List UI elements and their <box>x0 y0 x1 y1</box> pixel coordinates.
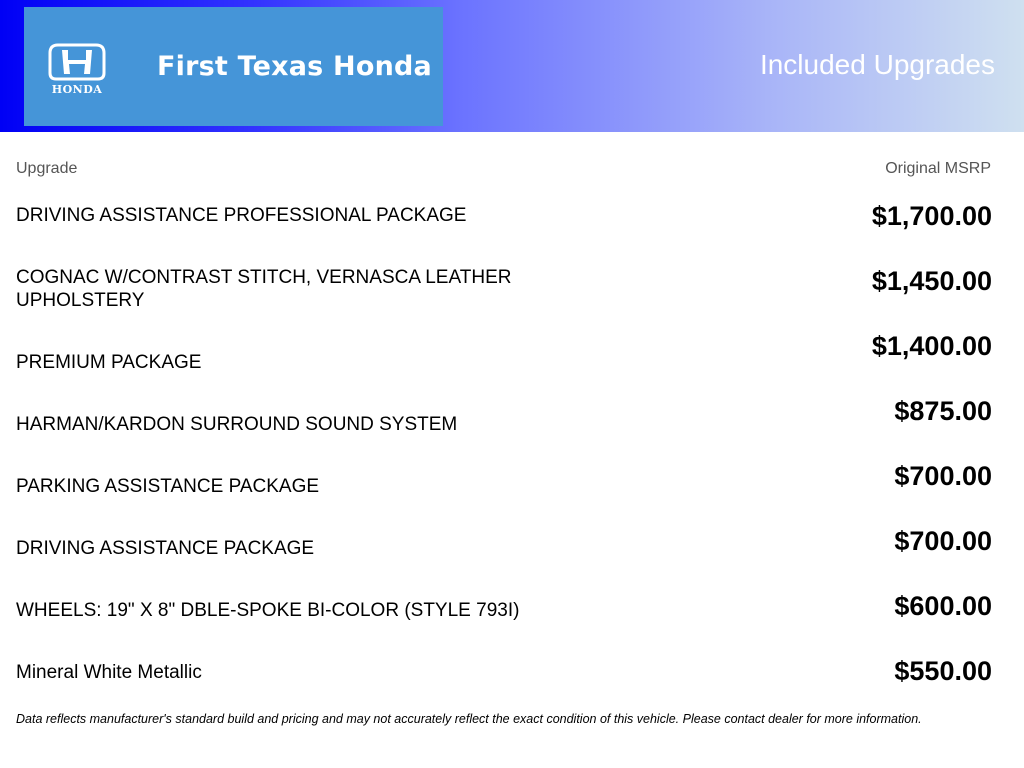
upgrade-name: HARMAN/KARDON SURROUND SOUND SYSTEM <box>16 414 458 435</box>
upgrade-name: COGNAC W/CONTRAST STITCH, VERNASCA LEATHER UPHOLSTERY <box>16 267 512 311</box>
dealer-logo[interactable] <box>24 7 443 126</box>
upgrade-name: PARKING ASSISTANCE PACKAGE <box>16 476 320 497</box>
msrp-column-header: Original MSRP <box>885 160 991 177</box>
page-title: Included Upgrades <box>759 49 995 80</box>
upgrade-price: $700.00 <box>894 526 992 556</box>
upgrade-price: $875.00 <box>894 396 992 426</box>
upgrade-name: PREMIUM PACKAGE <box>16 352 202 373</box>
upgrade-price: $550.00 <box>894 656 992 686</box>
upgrade-name: DRIVING ASSISTANCE PACKAGE <box>16 538 315 559</box>
upgrade-price: $600.00 <box>894 591 992 621</box>
list-item <box>16 525 992 590</box>
upgrade-price: $700.00 <box>894 461 992 491</box>
list-item <box>16 655 992 720</box>
list-item <box>16 200 992 265</box>
list-item <box>16 265 992 330</box>
dealer-name: First Texas Honda <box>157 51 432 82</box>
upgrade-name: DRIVING ASSISTANCE PROFESSIONAL PACKAGE <box>16 205 467 226</box>
upgrades-list <box>16 200 992 720</box>
list-item <box>16 590 992 655</box>
honda-wordmark: HONDA <box>51 83 103 96</box>
upgrade-name: Mineral White Metallic <box>16 662 202 683</box>
list-item <box>16 330 992 395</box>
upgrade-price: $1,400.00 <box>871 331 992 361</box>
upgrade-column-header: Upgrade <box>16 160 78 177</box>
list-item <box>16 460 992 525</box>
upgrade-price: $1,700.00 <box>871 201 992 231</box>
upgrade-price: $1,450.00 <box>871 266 992 296</box>
page-header <box>0 0 1024 132</box>
upgrade-name: WHEELS: 19" X 8" DBLE-SPOKE BI-COLOR (STYLE 793I) <box>16 600 520 621</box>
list-item <box>16 395 992 460</box>
disclaimer-text: Data reflects manufacturer's standard build and pricing and may not accurately reflect the exact condition of this vehicle. Please contact dealer for more information. <box>16 712 922 726</box>
